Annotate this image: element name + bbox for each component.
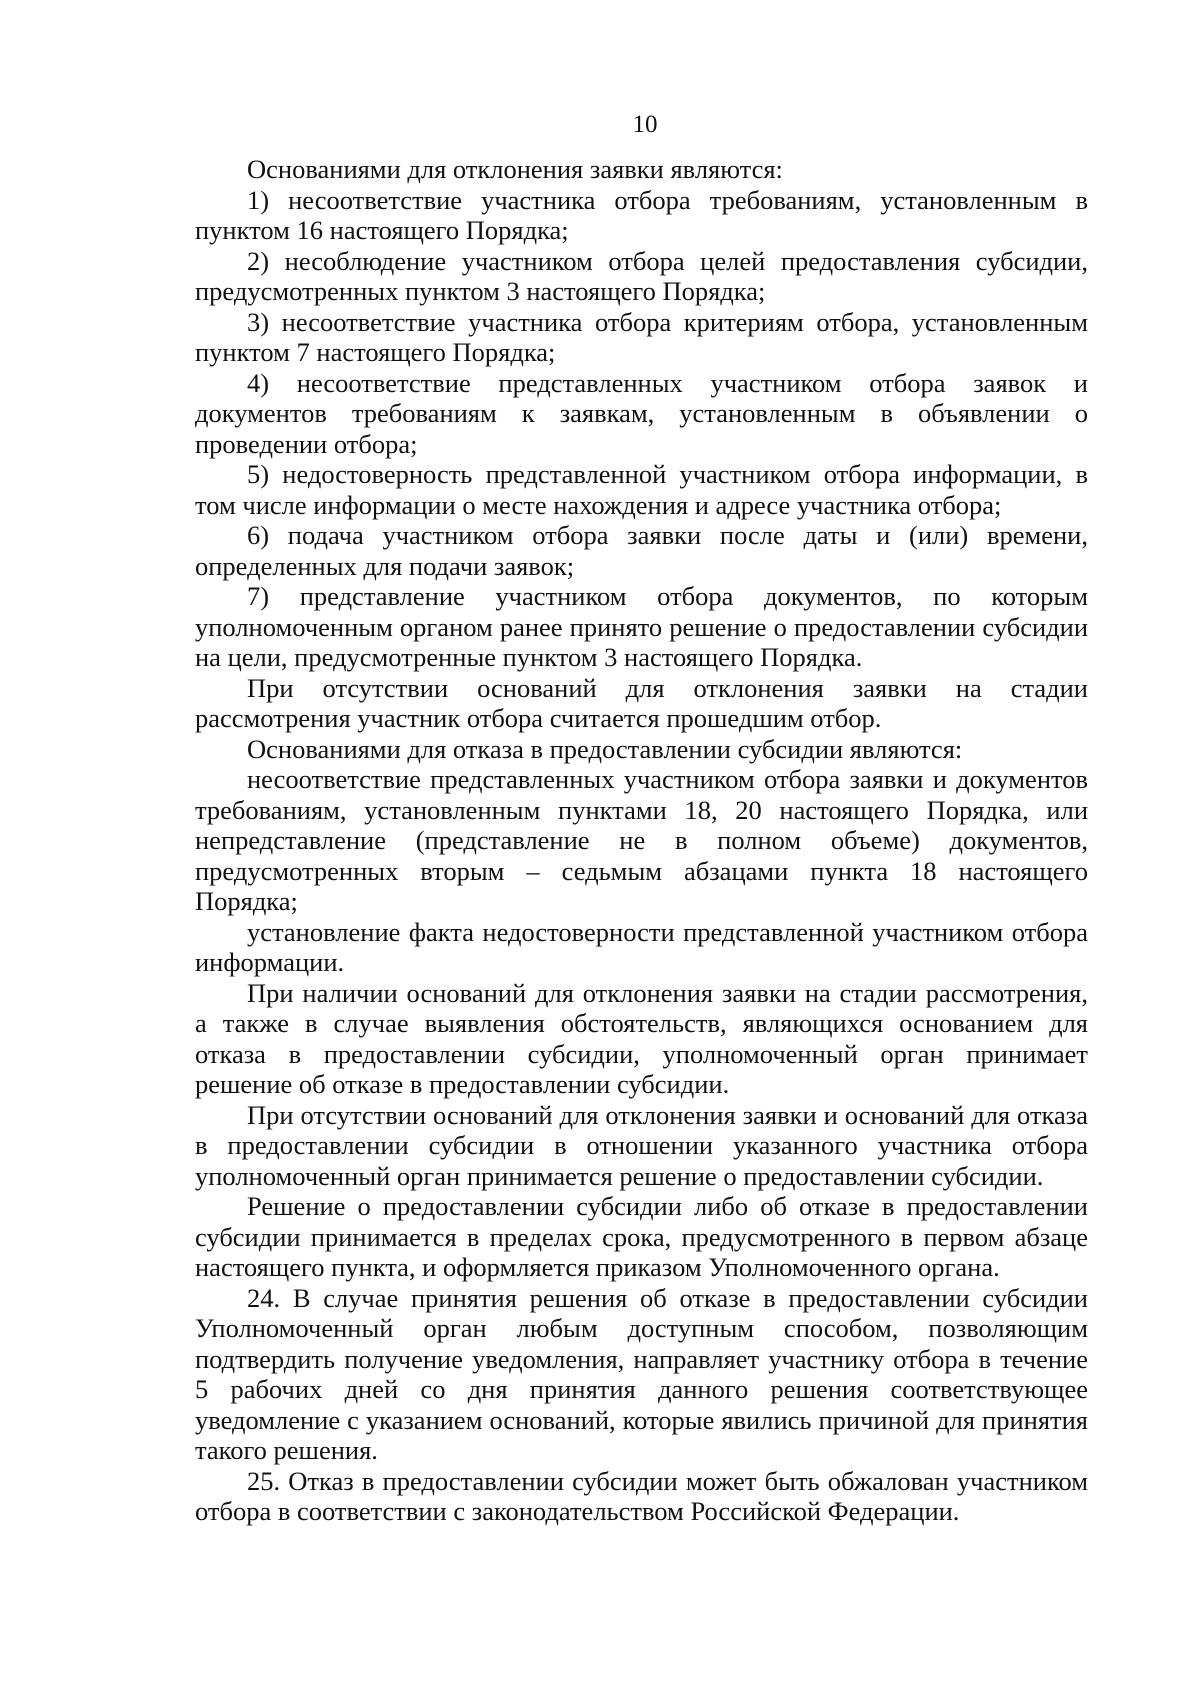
paragraph: несоответствие представленных участником отбора заявки и документов требованиям, установленным пунктами 18, 20 настоящего Порядка, или непредставление (представление не в полном объеме) документов, предусмотренных вторым – седьмым абзацами пункта 18 настоящего Порядка; — [195, 764, 1088, 916]
paragraph: установление факта недостоверности представленной участником отбора информации. — [195, 916, 1088, 977]
list-item: 2) несоблюдение участником отбора целей предоставления субсидии, предусмотренных пунктом 3 настоящего Порядка; — [195, 245, 1088, 306]
list-item: 6) подача участником отбора заявки после даты и (или) времени, определенных для подачи заявок; — [195, 520, 1088, 581]
paragraph: Решение о предоставлении субсидии либо об отказе в предоставлении субсидии принимается в пределах срока, предусмотренного в первом абзаце настоящего пункта, и оформляется приказом Уполномоченного органа. — [195, 1191, 1088, 1282]
paragraph: Основаниями для отклонения заявки являются: — [247, 154, 783, 184]
list-item: 7) представление участником отбора документов, по которым уполномоченным органом ранее принято решение о предоставлении субсидии на цели, предусмотренные пунктом 3 настоящего Порядка. — [195, 581, 1088, 672]
list-item: 1) несоответствие участника отбора требованиям, установленным в пунктом 16 настоящего Порядка; — [195, 184, 1088, 245]
list-item: 3) несоответствие участника отбора критериям отбора, установленным пунктом 7 настоящего Порядка; — [195, 306, 1088, 367]
document-body — [195, 154, 1088, 1527]
paragraph: 25. Отказ в предоставлении субсидии может быть обжалован участником отбора в соответствии с законодательством Российской Федерации. — [195, 1465, 1088, 1526]
list-item: 5) недостоверность представленной участником отбора информации, в том числе информации о месте нахождения и адресе участника отбора; — [195, 459, 1088, 520]
paragraph: При отсутствии оснований для отклонения заявки на стадии рассмотрения участник отбора считается прошедшим отбор. — [195, 672, 1088, 733]
list-item: 4) несоответствие представленных участником отбора заявок и документов требованиям к заявкам, установленным в объявлении о проведении отбора; — [195, 367, 1088, 459]
paragraph: Основаниями для отказа в предоставлении субсидии являются: — [247, 733, 963, 764]
paragraph: При отсутствии оснований для отклонения заявки и оснований для отказа в предоставлении субсидии в отношении указанного участника отбора уполномоченный орган принимается решение о предоставлении субсидии. — [195, 1099, 1088, 1191]
paragraph: При наличии оснований для отклонения заявки на стадии рассмотрения, а также в случае выявления обстоятельств, являющихся основанием для отказа в предоставлении субсидии, уполномоченный орган принимает решение об отказе в предоставлении субсидии. — [195, 977, 1088, 1099]
paragraph: 24. В случае принятия решения об отказе в предоставлении субсидии Уполномоченный орган любым доступным способом, позволяющим подтвердить получение уведомления, направляет участнику отбора в течение 5 рабочих дней со дня принятия данного решения соответствующее уведомление с указанием оснований, которые явились причиной для принятия такого решения. — [195, 1282, 1088, 1465]
page-number: 10 — [632, 111, 658, 138]
